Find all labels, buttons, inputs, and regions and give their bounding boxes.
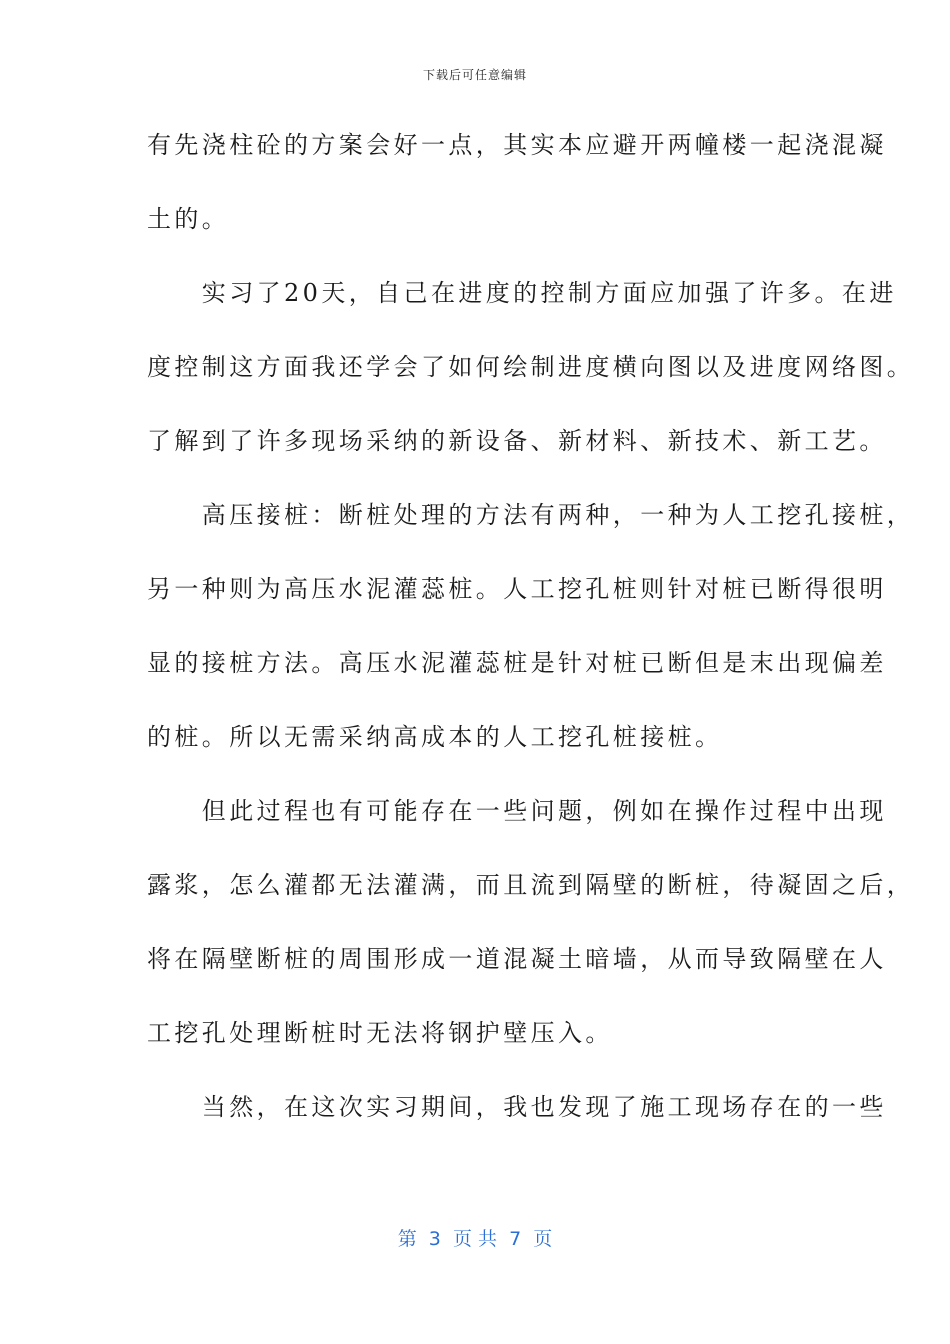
body-line: 另一种则为高压水泥灌蕊桩。人工挖孔桩则针对桩已断得很明 (147, 575, 887, 603)
body-line: 将在隔壁断桩的周围形成一道混凝土暗墙，从而导致隔壁在人 (147, 945, 887, 973)
document-body (147, 118, 915, 1154)
body-line: 露浆，怎么灌都无法灌满，而且流到隔壁的断桩，待凝固之后， (147, 871, 915, 899)
body-line: 当然，在这次实习期间，我也发现了施工现场存在的一些 (147, 1093, 887, 1121)
body-line: 了解到了许多现场采纳的新设备、新材料、新技术、新工艺。 (147, 427, 887, 455)
body-line: 的桩。所以无需采纳高成本的人工挖孔桩接桩。 (147, 723, 723, 751)
body-line: 土的。 (147, 205, 230, 233)
body-line: 实习了20天，自己在进度的控制方面应加强了许多。在进 (147, 279, 897, 307)
body-line: 高压接桩：断桩处理的方法有两种，一种为人工挖孔接桩， (147, 501, 915, 529)
body-line: 有先浇柱砼的方案会好一点，其实本应避开两幢楼一起浇混凝 (147, 131, 887, 159)
body-line: 工挖孔处理断桩时无法将钢护壁压入。 (147, 1019, 613, 1047)
page-number-footer: 第 3 页 共 7 页 (397, 1228, 553, 1250)
body-line: 显的接桩方法。高压水泥灌蕊桩是针对桩已断但是末出现偏差 (147, 649, 887, 677)
body-line: 但此过程也有可能存在一些问题，例如在操作过程中出现 (147, 797, 887, 825)
body-line: 度控制这方面我还学会了如何绘制进度横向图以及进度网络图。 (147, 353, 915, 381)
page-header-note: 下载后可任意编辑 (422, 68, 527, 82)
